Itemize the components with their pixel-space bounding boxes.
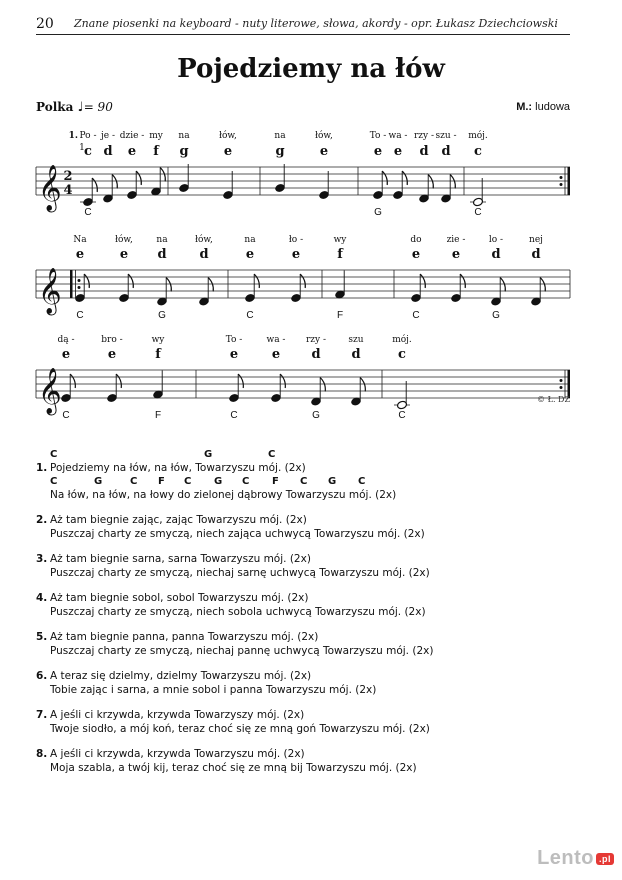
chord-symbol: C <box>246 310 254 321</box>
verse-line: Tobie zając i sarna, a mnie sobol i panna Towarzyszu mój. (2x) <box>50 684 377 696</box>
note-letter: e <box>451 247 461 262</box>
chord-symbol: C <box>76 310 84 321</box>
chord-symbol: C <box>230 410 238 421</box>
lyric-syllable: my <box>149 131 163 141</box>
lyric-syllable: łów, <box>115 235 133 245</box>
copyright-notice: © Ł. DZ <box>537 395 570 404</box>
chord-symbol: C <box>242 476 250 487</box>
chord-symbol: C <box>50 449 58 460</box>
lyric-syllable: rzy - <box>413 131 435 141</box>
note-letter: e <box>411 247 421 262</box>
note-flag <box>70 374 75 388</box>
note-letter: g <box>275 144 285 159</box>
note-flag <box>540 278 545 292</box>
verse-line: Aż tam biegnie panna, panna Towarzyszu mój. (2x) <box>50 631 319 643</box>
chord-line <box>36 475 576 488</box>
lyric-syllable: Po - <box>79 131 97 141</box>
style-label: Polka <box>36 100 74 114</box>
chord-symbol: C <box>130 476 138 487</box>
repeat-dot <box>560 386 563 389</box>
note-letter: g <box>179 144 189 159</box>
note-flag <box>402 171 407 185</box>
chord-symbol: C <box>412 310 420 321</box>
lyric-syllable: ło - <box>288 235 304 245</box>
chord-line <box>36 448 576 461</box>
chord-symbol: F <box>336 310 344 321</box>
note-letter: e <box>107 347 117 362</box>
lyric-syllable: je - <box>100 131 116 141</box>
verse-number: 7. <box>36 709 48 721</box>
time-signature-top: 2 <box>63 169 73 184</box>
lyric-syllable: łów, <box>315 131 333 141</box>
chord-symbol: C <box>474 207 482 218</box>
lyric-syllable: wa - <box>266 335 286 345</box>
verse-line: Puszczaj charty ze smyczą, niechaj sarnę uchwycą Towarzyszu mój. (2x) <box>50 567 430 579</box>
treble-clef-icon: 𝄞 <box>38 368 62 414</box>
note-letter: c <box>84 144 92 159</box>
verse <box>36 513 576 541</box>
note-flag <box>136 171 141 185</box>
lyric-syllable: Na <box>73 235 87 245</box>
verse <box>36 669 576 697</box>
verse-line: Puszczaj charty ze smyczą, niech zająca uchwycą Towarzyszu mój. (2x) <box>50 528 425 540</box>
chord-symbol: G <box>214 476 223 487</box>
repeat-dot <box>560 183 563 186</box>
note-letter: d <box>311 347 321 362</box>
verse-number: 6. <box>36 670 48 682</box>
verse <box>36 708 576 736</box>
treble-clef-icon: 𝄞 <box>38 268 62 314</box>
note-letter: d <box>351 347 361 362</box>
chord-symbol: F <box>154 410 162 421</box>
note-letter: d <box>491 247 501 262</box>
chord-symbol: C <box>184 476 192 487</box>
tempo-value: = 90 <box>83 100 113 114</box>
time-signature-bottom: 4 <box>63 183 73 198</box>
watermark-suffix: .pl <box>596 853 614 865</box>
lyric-syllable: zie - <box>446 235 466 245</box>
lyric-syllable: mój. <box>468 131 488 141</box>
lyric-syllable: rzy - <box>305 335 327 345</box>
lyric-syllable: łów, <box>219 131 237 141</box>
lyric-syllable: nej <box>529 235 543 245</box>
chord-symbol: G <box>328 476 337 487</box>
note-flag <box>208 278 213 292</box>
verse-number: 2. <box>36 514 48 526</box>
verse-line: Na łów, na łów, na łowy do zielonej dąbrowy Towarzyszu mój. (2x) <box>50 489 397 501</box>
staff-row-2 <box>0 228 622 328</box>
note-flag <box>92 178 97 192</box>
note-letter: f <box>337 247 343 262</box>
lyric-syllable: bro - <box>101 335 123 345</box>
lyric-syllable: na <box>244 235 256 245</box>
composer-credit <box>516 101 570 113</box>
note-letter: d <box>531 247 541 262</box>
repeat-end-bar <box>568 167 571 195</box>
note-letter: d <box>199 247 209 262</box>
verse-number: 1. <box>36 462 48 474</box>
note-flag <box>166 278 171 292</box>
note-flag <box>460 274 465 288</box>
verse-number: 3. <box>36 553 48 565</box>
lyric-syllable: dą - <box>57 335 75 345</box>
chord-symbol: C <box>50 476 58 487</box>
note-letter: c <box>474 144 482 159</box>
verse-line: Puszczaj charty ze smyczą, niech sobola uchwycą Towarzyszu mój. (2x) <box>50 606 426 618</box>
lyric-syllable: mój. <box>392 335 412 345</box>
chord-symbol: G <box>492 310 500 321</box>
verse <box>36 552 576 580</box>
note-letter: e <box>127 144 137 159</box>
note-letter: e <box>119 247 129 262</box>
repeat-dot <box>560 379 563 382</box>
note-letter: e <box>61 347 71 362</box>
tempo-marking <box>36 100 113 115</box>
note-flag <box>420 274 425 288</box>
chord-symbol: C <box>300 476 308 487</box>
note-flag <box>112 175 117 189</box>
staff-row-1 <box>0 125 622 225</box>
verse-number: 4. <box>36 592 48 604</box>
verse-line: A teraz się dzielmy, dzielmy Towarzyszu mój. (2x) <box>50 670 312 682</box>
chord-symbol: F <box>272 476 279 487</box>
note-flag <box>160 168 165 182</box>
lyric-syllable: na <box>274 131 286 141</box>
note-letter: e <box>245 247 255 262</box>
note-letter: d <box>419 144 429 159</box>
lyric-syllable: na <box>178 131 190 141</box>
note-letter: f <box>155 347 161 362</box>
verse <box>36 630 576 658</box>
lyric-syllable: wy <box>151 335 165 345</box>
note-letter: c <box>398 347 406 362</box>
note-flag <box>500 278 505 292</box>
page-header <box>36 14 570 35</box>
chord-symbol: G <box>204 449 213 460</box>
fingering-number: 1 <box>79 143 85 153</box>
repeat-dot <box>560 176 563 179</box>
chord-symbol: G <box>158 310 166 321</box>
verse-line: A jeśli ci krzywda, krzywda Towarzyszu mój. (2x) <box>50 748 305 760</box>
note-letter: e <box>75 247 85 262</box>
verse-label: 1. <box>68 131 78 141</box>
note-letter: f <box>153 144 159 159</box>
page-number: 20 <box>36 16 54 32</box>
chord-symbol: C <box>268 449 276 460</box>
note-letter: e <box>229 347 239 362</box>
note-flag <box>450 175 455 189</box>
note-flag <box>116 374 121 388</box>
note-letter: d <box>441 144 451 159</box>
verse-line: Puszczaj charty ze smyczą, niechaj pannę uchwycą Towarzyszu mój. (2x) <box>50 645 434 657</box>
verse-number: 8. <box>36 748 48 760</box>
song-title: Pojedziemy na łów <box>177 54 445 84</box>
note-flag <box>300 274 305 288</box>
staff-row-3 <box>0 328 622 428</box>
lyric-syllable: szu - <box>435 131 457 141</box>
lyric-syllable: do <box>410 235 422 245</box>
lyric-syllable: szu <box>348 335 364 345</box>
chord-symbol: C <box>398 410 406 421</box>
chord-symbol: C <box>84 207 92 218</box>
verse-line: Twoje siodło, a mój koń, teraz choć się ze mną goń Towarzyszu mój. (2x) <box>50 723 430 735</box>
chord-symbol: C <box>358 476 366 487</box>
chord-symbol: G <box>312 410 320 421</box>
repeat-dot <box>78 286 81 289</box>
note-letter: d <box>103 144 113 159</box>
note-flag <box>84 274 89 288</box>
lyric-syllable: dzie - <box>119 131 145 141</box>
verse <box>36 448 576 502</box>
chord-symbol: C <box>62 410 70 421</box>
note-letter: e <box>223 144 233 159</box>
note-flag <box>320 378 325 392</box>
verse-line: Aż tam biegnie sarna, sarna Towarzyszu mój. (2x) <box>50 553 311 565</box>
lyric-syllable: łów, <box>195 235 213 245</box>
note-flag <box>360 378 365 392</box>
note-letter: e <box>291 247 301 262</box>
quarter-note-icon: ♩ <box>77 100 84 115</box>
note-letter: e <box>271 347 281 362</box>
verse-line: Aż tam biegnie zając, zając Towarzyszu mój. (2x) <box>50 514 307 526</box>
lyrics-section <box>36 448 576 786</box>
lyric-syllable: lo - <box>488 235 504 245</box>
note-flag <box>128 274 133 288</box>
chord-symbol: F <box>158 476 165 487</box>
lyric-syllable: wa - <box>388 131 408 141</box>
verse-line: Pojedziemy na łów, na łów, Towarzyszu mój. (2x) <box>50 462 306 474</box>
verse-line: Moja szabla, a twój kij, teraz choć się ze mną bij Towarzyszu mój. (2x) <box>50 762 417 774</box>
note-letter: d <box>157 247 167 262</box>
verse <box>36 591 576 619</box>
verse-line: A jeśli ci krzywda, krzywda Towarzyszy mój. (2x) <box>50 709 305 721</box>
lyric-syllable: na <box>156 235 168 245</box>
note-flag <box>238 374 243 388</box>
lyric-syllable: wy <box>333 235 347 245</box>
lyric-syllable: To - <box>369 131 387 141</box>
lyric-syllable: To - <box>225 335 243 345</box>
note-flag <box>382 171 387 185</box>
chord-symbol: G <box>374 207 382 218</box>
repeat-dot <box>78 279 81 282</box>
treble-clef-icon: 𝄞 <box>38 165 62 211</box>
note-flag <box>254 274 259 288</box>
note-flag <box>280 374 285 388</box>
note-letter: e <box>373 144 383 159</box>
watermark-text: Lento <box>537 847 594 869</box>
note-flag <box>428 175 433 189</box>
book-title: Znane piosenki na keyboard - nuty literowe, słowa, akordy - opr. Łukasz Dziechciowski <box>74 17 558 30</box>
composer-label: M.: <box>516 101 533 113</box>
verse-line: Aż tam biegnie sobol, sobol Towarzyszu mój. (2x) <box>50 592 309 604</box>
repeat-start-bar <box>70 270 73 298</box>
note-letter: e <box>319 144 329 159</box>
verse <box>36 747 576 775</box>
chord-symbol: G <box>94 476 103 487</box>
lento-watermark <box>537 847 614 870</box>
repeat-end-bar <box>568 370 571 398</box>
note-letter: e <box>393 144 403 159</box>
composer-name: ludowa <box>535 101 570 113</box>
verse-number: 5. <box>36 631 48 643</box>
